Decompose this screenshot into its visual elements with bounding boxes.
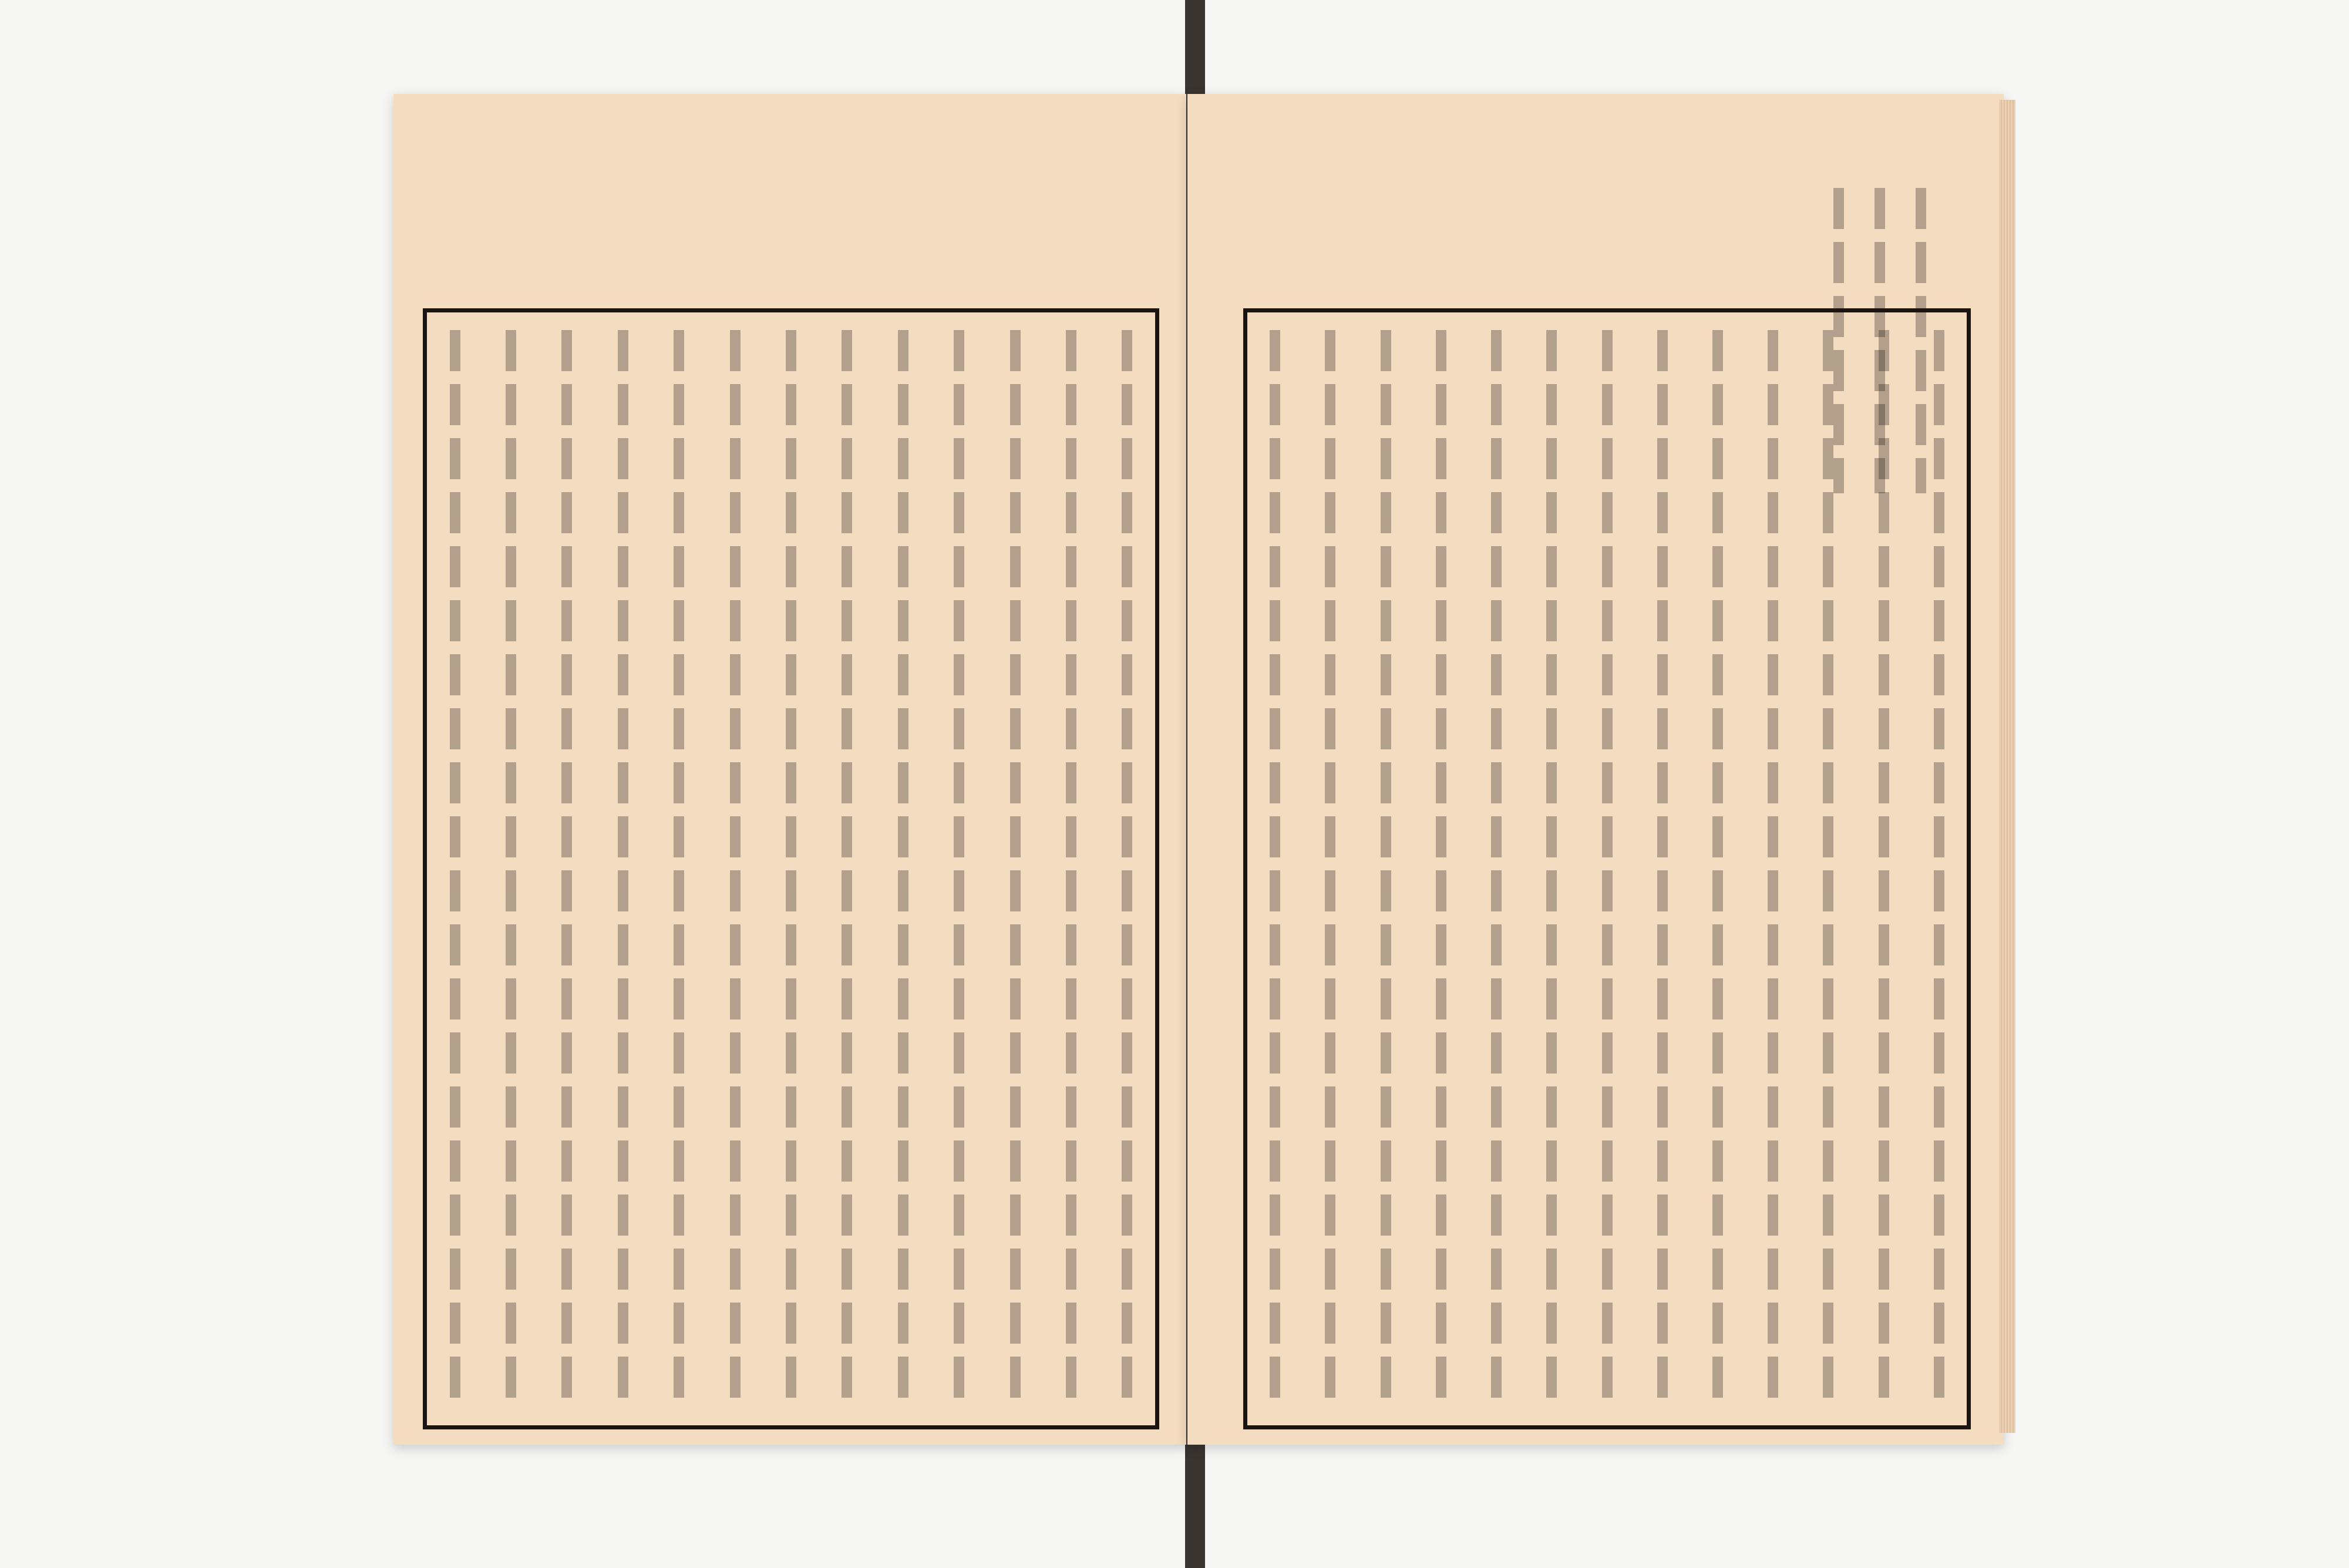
right-text-column	[1381, 330, 1391, 1408]
left-text-frame	[423, 308, 1159, 1429]
left-page	[393, 94, 1186, 1445]
right-header-text-column	[1875, 188, 1885, 493]
right-text-column	[1436, 330, 1446, 1408]
left-text-column	[898, 330, 908, 1408]
right-page	[1187, 94, 2004, 1445]
left-text-column	[450, 330, 460, 1408]
left-text-column	[674, 330, 684, 1408]
right-header-text-column	[1833, 188, 1844, 493]
left-text-column	[506, 330, 516, 1408]
left-text-column	[618, 330, 628, 1408]
right-text-column	[1768, 330, 1778, 1408]
right-text-column	[1934, 330, 1944, 1408]
left-text-column	[842, 330, 852, 1408]
left-text-column	[1066, 330, 1076, 1408]
right-text-column	[1823, 330, 1833, 1408]
left-text-column	[954, 330, 964, 1408]
right-text-column	[1602, 330, 1613, 1408]
right-text-column	[1491, 330, 1502, 1408]
right-text-frame	[1243, 308, 1971, 1429]
left-text-column	[1010, 330, 1021, 1408]
right-text-column	[1270, 330, 1280, 1408]
left-text-column	[786, 330, 796, 1408]
left-text-column	[561, 330, 572, 1408]
page-edges	[1999, 100, 2015, 1433]
left-text-column	[730, 330, 741, 1408]
left-text-column	[1122, 330, 1132, 1408]
right-text-column	[1657, 330, 1668, 1408]
right-text-column	[1325, 330, 1335, 1408]
right-header-text-column	[1916, 188, 1926, 493]
right-text-column	[1712, 330, 1723, 1408]
open-book	[393, 85, 2003, 1459]
right-text-column	[1546, 330, 1557, 1408]
